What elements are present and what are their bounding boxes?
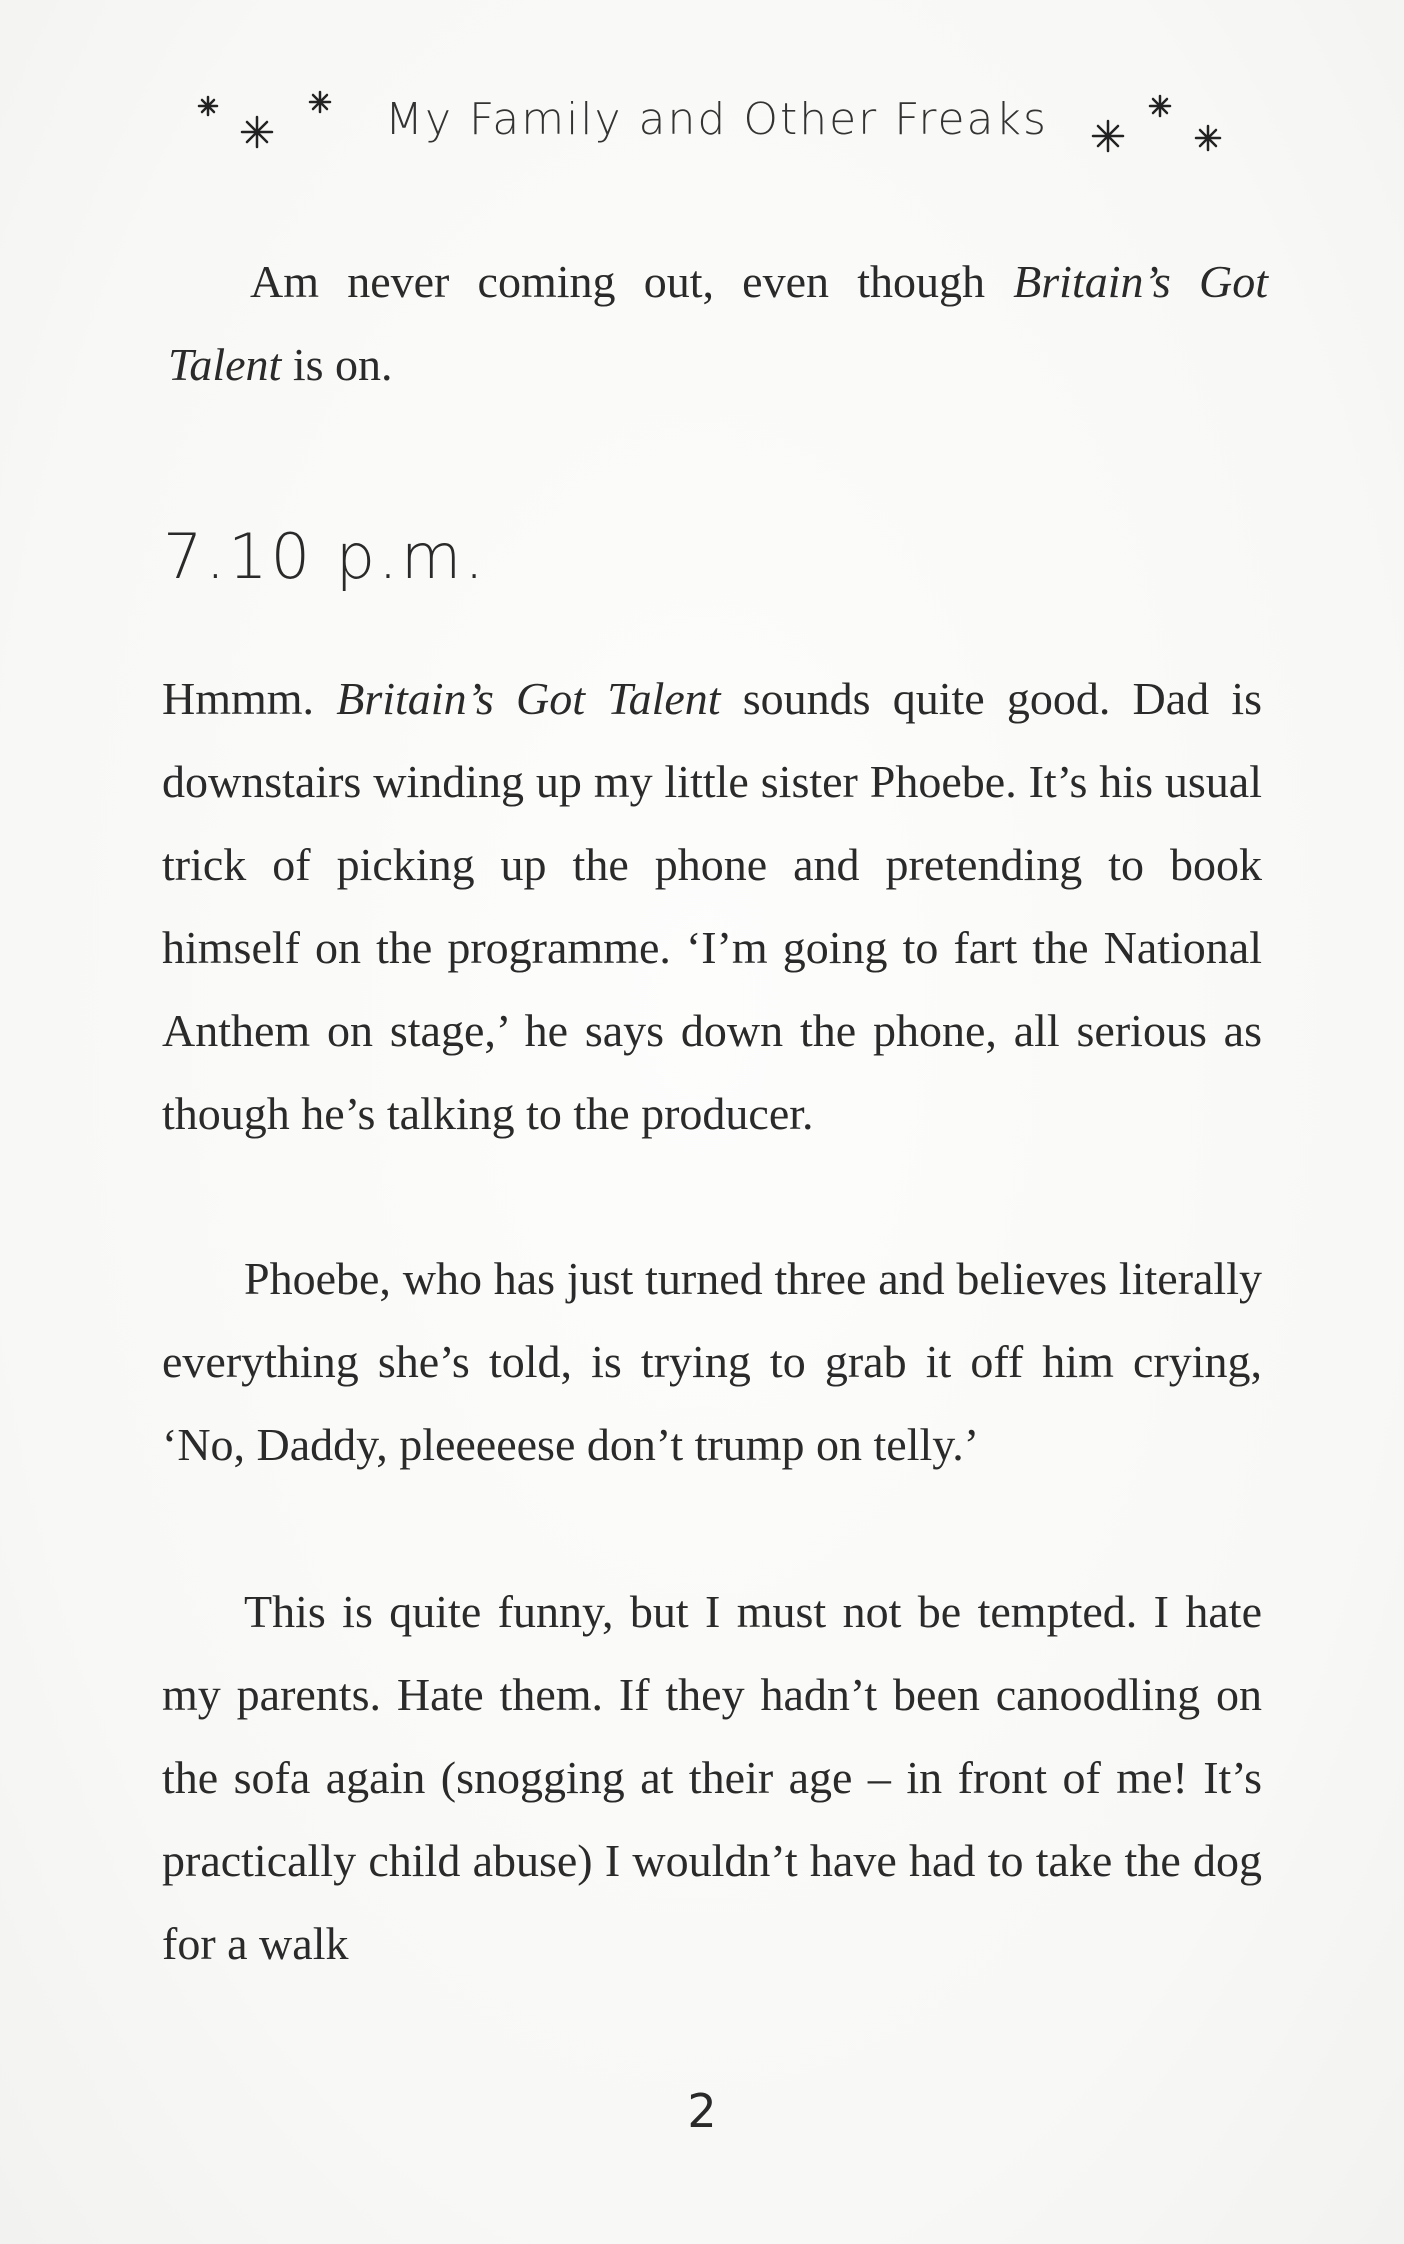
page-number: 2 [687, 2084, 717, 2138]
running-header [190, 88, 1250, 178]
paragraph-1 [168, 240, 1268, 406]
paragraph-3 [162, 1237, 1262, 1486]
paragraph-4-text: This is quite funny, but I must not be tempted. I hate my parents. Hate them. If they hadn’t been canoodling on the sofa again (snogging at their age – in front of me! It’s practically child abuse) I wouldn’t have had to take the dog for a walk [162, 1586, 1262, 1969]
star-cluster-icon [190, 88, 340, 168]
star-cluster-icon [1090, 88, 1240, 168]
paragraph-2-italic: Britain’s Got Talent [336, 673, 721, 724]
paragraph-2 [162, 657, 1262, 1155]
paragraph-1-italic: Britain’s Got Talent [168, 256, 1268, 390]
paragraph-1-text-start: Am never coming out, even though [250, 256, 1014, 307]
time-heading: 7.10 p.m. [163, 520, 487, 593]
paragraph-2-text-start: Hmmm. [162, 673, 337, 724]
paragraph-2-text-end: sounds quite good. Dad is downstairs winding up my little sister Phoebe. It’s his usual trick of picking up the phone and pretending to book himself on the programme. ‘I’m going to fart the National Anthem on stage,’ he says down the phone, all serious as though he’s talking to the producer. [162, 673, 1262, 1139]
paragraph-1-text-end: is on. [281, 339, 393, 390]
paragraph-4 [162, 1570, 1262, 1985]
paragraph-3-text: Phoebe, who has just turned three and believes literally everything she’s told, is trying to grab it off him crying, ‘No, Daddy, pleeeeese don’t trump on telly.’ [162, 1253, 1262, 1470]
running-header-title: My Family and Other Freaks [385, 94, 1048, 145]
